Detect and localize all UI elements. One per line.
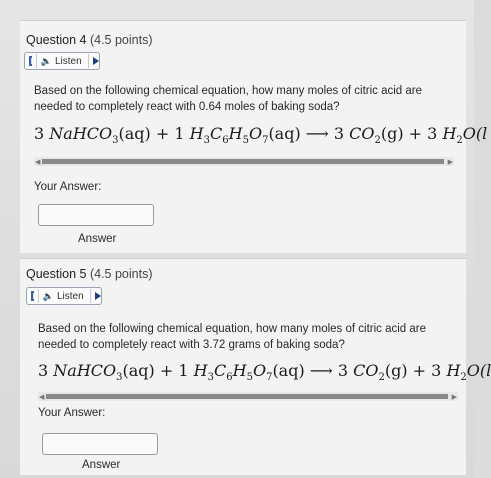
question-title-text: Question 5 <box>26 267 87 281</box>
scrollbar-thumb[interactable] <box>46 394 448 399</box>
chemical-equation: 3 NaHCO$_3$(aq) + 1 $H_3C_6H_5O_7(aq)$ ⟶ 3 $CO_2(g) + 3$ $H_2O(l$ <box>34 124 488 147</box>
question-points: (4.5 points) <box>89 33 153 47</box>
grid-icon <box>31 291 34 301</box>
chemical-equation: 3 NaHCO$_3$(aq) + 1 $H_3C_6H_5O_7(aq)$ ⟶ 3 $CO_2(g) + 3$ $H_2O(l$ <box>38 361 491 384</box>
scroll-right-arrow-icon[interactable]: ▶ <box>447 159 453 166</box>
question-prompt: Based on the following chemical equation, how many moles of citric acid are needed to completely react with 0.64 moles of baking soda? <box>34 85 423 113</box>
speaker-icon: 🔈 <box>40 55 52 66</box>
equation-scrollbar[interactable] <box>34 157 454 166</box>
listen-button[interactable] <box>26 287 102 305</box>
speaker-icon: 🔈 <box>42 290 54 301</box>
question-4-card <box>20 20 488 253</box>
answer-caption: Answer <box>78 233 117 245</box>
answer-caption: Answer <box>82 459 121 471</box>
listen-label: Listen <box>56 290 84 302</box>
answer-input[interactable] <box>42 433 158 455</box>
equation-scrollbar[interactable] <box>38 392 458 401</box>
play-icon[interactable] <box>93 57 99 65</box>
scroll-left-arrow-icon[interactable]: ◀ <box>35 159 41 166</box>
answer-input[interactable] <box>38 204 154 226</box>
grid-icon <box>29 56 32 66</box>
question-4-title <box>26 33 152 47</box>
question-5-title <box>26 267 152 281</box>
play-icon[interactable] <box>95 292 101 300</box>
question-title-text: Question 4 <box>26 33 87 47</box>
question-points: (4.5 points) <box>89 267 153 281</box>
scrollbar-thumb[interactable] <box>42 159 444 164</box>
scroll-right-arrow-icon[interactable]: ▶ <box>451 394 457 401</box>
scroll-left-arrow-icon[interactable]: ◀ <box>39 394 45 401</box>
question-5-card <box>20 258 491 475</box>
question-prompt: Based on the following chemical equation, how many moles of citric acid are needed to completely react with 3.72 grams of baking soda? <box>38 323 427 351</box>
your-answer-label: Your Answer: <box>38 407 106 419</box>
listen-label: Listen <box>54 55 82 67</box>
your-answer-label: Your Answer: <box>34 181 102 193</box>
listen-button[interactable] <box>24 52 100 70</box>
